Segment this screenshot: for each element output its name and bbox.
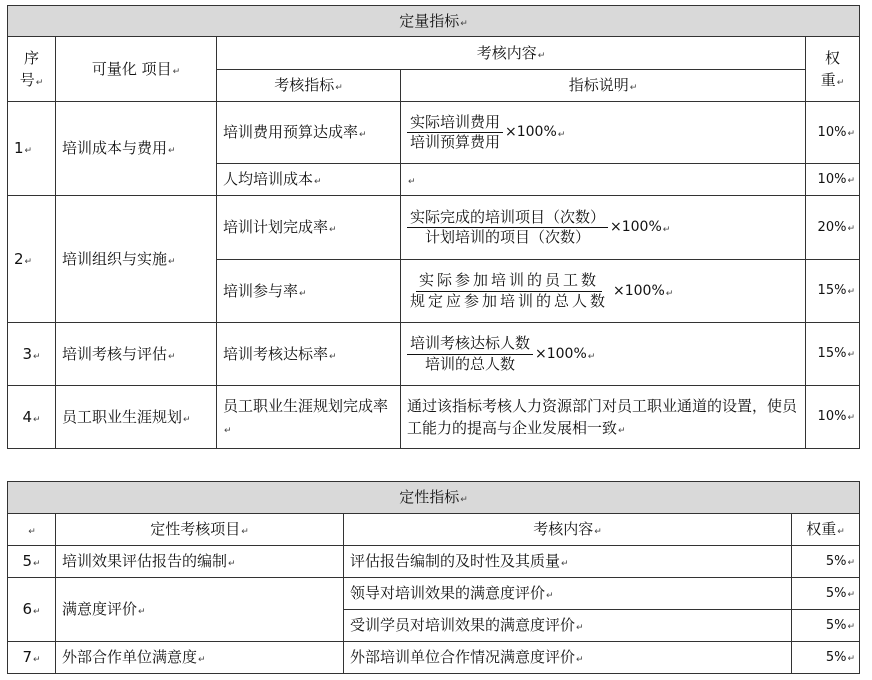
row-weight: 10%↵: [806, 102, 860, 164]
row-indicator: 人均培训成本↵: [217, 164, 401, 196]
row-weight: 10%↵: [806, 164, 860, 196]
row-item: 员工职业生涯规划↵: [56, 386, 217, 449]
row-content: 评估报告编制的及时性及其质量↵: [344, 546, 792, 578]
header-content: 考核内容↵: [344, 514, 792, 546]
table-row: [8, 578, 860, 610]
row-item: 培训组织与实施↵: [56, 196, 217, 323]
row-weight: 15%↵: [806, 323, 860, 386]
row-indicator: 培训费用预算达成率↵: [217, 102, 401, 164]
header-item: 可量化 项目↵: [56, 37, 217, 102]
formula-cell: $\frac{\text{实际培训费用}}{\text{培训预算费用}}$ ×100%↵: [401, 102, 806, 164]
header-no: 序 号↵: [8, 37, 56, 102]
table-row: [8, 546, 860, 578]
header-indicator: 考核指标↵: [217, 70, 401, 102]
row-number: 2↵: [8, 196, 56, 323]
formula-cell: $\frac{\text{培训考核达标人数}}{\text{培训的总人数}}$ ×100%↵: [401, 323, 806, 386]
table-row: [8, 386, 860, 449]
header-weight: 权重↵: [792, 514, 860, 546]
row-indicator: 员工职业生涯规划完成率↵: [217, 386, 401, 449]
empty-description: ↵: [401, 164, 806, 196]
row-description: 通过该指标考核人力资源部门对员工职业通道的设置，使员工能力的提高与企业发展相一致↵: [401, 386, 806, 449]
row-number: 5↵: [8, 546, 56, 578]
row-content: 外部培训单位合作情况满意度评价↵: [344, 642, 792, 674]
header-item: 定性考核项目↵: [56, 514, 344, 546]
row-number: 1↵: [8, 102, 56, 196]
quant-title: 定量指标: [399, 11, 460, 30]
row-weight: 5%↵: [792, 546, 860, 578]
table-row: [8, 323, 860, 386]
qual-title-cell: 定性指标↵: [8, 482, 860, 514]
table-row: [8, 102, 860, 164]
row-indicator: 培训考核达标率↵: [217, 323, 401, 386]
row-indicator: 培训参与率↵: [217, 260, 401, 323]
table-row: [8, 642, 860, 674]
formula-cell: $\frac{\text{实际完成的培训项目（次数）}}{\text{计划培训的项目（次数）}}$ ×100%↵: [401, 196, 806, 260]
formula-cell: $\frac{\text{实际参加培训的员工数}}{\text{规定应参加培训的总人数}}$ ×100%↵: [401, 260, 806, 323]
fraction: $\frac{\text{实际完成的培训项目（次数）}}{\text{计划培训的项目（次数）}}$: [407, 208, 608, 248]
qualitative-indicators-table: [7, 481, 860, 674]
row-item: 外部合作单位满意度↵: [56, 642, 344, 674]
header-content: 考核内容↵: [217, 37, 806, 70]
row-item: 培训效果评估报告的编制↵: [56, 546, 344, 578]
header-description: 指标说明↵: [401, 70, 806, 102]
paragraph-mark-icon: ↵: [460, 18, 468, 29]
row-number: 4↵: [8, 386, 56, 449]
row-item: 满意度评价↵: [56, 578, 344, 642]
fraction: $\frac{\text{培训考核达标人数}}{\text{培训的总人数}}$: [407, 334, 533, 374]
row-number: 6↵: [8, 578, 56, 642]
row-weight: 5%↵: [792, 578, 860, 610]
row-weight: 5%↵: [792, 610, 860, 642]
row-weight: 10%↵: [806, 386, 860, 449]
row-number: 3↵: [8, 323, 56, 386]
row-item: 培训成本与费用↵: [56, 102, 217, 196]
row-number: 7↵: [8, 642, 56, 674]
row-weight: 15%↵: [806, 260, 860, 323]
qual-title: 定性指标: [399, 488, 460, 507]
row-item: 培训考核与评估↵: [56, 323, 217, 386]
row-weight: 5%↵: [792, 642, 860, 674]
fraction: $\frac{\text{实际培训费用}}{\text{培训预算费用}}$: [407, 113, 503, 153]
row-indicator: 培训计划完成率↵: [217, 196, 401, 260]
row-weight: 20%↵: [806, 196, 860, 260]
table-row: [8, 196, 860, 260]
fraction: $\frac{\text{实际参加培训的员工数}}{\text{规定应参加培训的总人数}}$: [410, 271, 609, 310]
quant-title-cell: [8, 6, 860, 37]
header-no: ↵: [8, 514, 56, 546]
header-weight: 权 重↵: [806, 37, 860, 102]
row-content: 领导对培训效果的满意度评价↵: [344, 578, 792, 610]
row-content: 受训学员对培训效果的满意度评价↵: [344, 610, 792, 642]
quantitative-indicators-table: [7, 5, 860, 449]
